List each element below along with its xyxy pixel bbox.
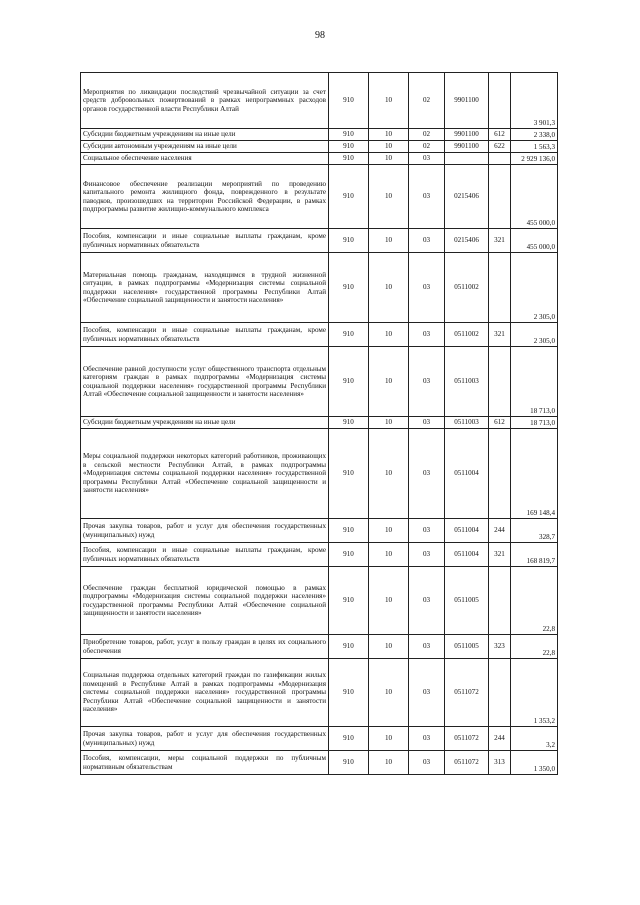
- table-cell-name: Пособия, компенсации и иные социальные выплаты гражданам, кроме публичных нормативных обязательств: [81, 323, 329, 347]
- table-cell-name: Субсидии бюджетным учреждениям на иные цели: [81, 129, 329, 141]
- table-cell-vr: [489, 153, 511, 165]
- table-cell-section: 10: [369, 635, 409, 659]
- table-cell-csr: 0215406: [445, 229, 489, 253]
- table-row: [81, 417, 558, 429]
- table-cell-section: 10: [369, 141, 409, 153]
- table-cell-section: 10: [369, 229, 409, 253]
- table-cell-name: Обеспечение граждан бесплатной юридической помощью в рамках подпрограммы «Модернизация системы социальной поддержки населения» государственной программы Республики Алтай «Обеспечение социальной защищенности и занятости населения»: [81, 567, 329, 635]
- table-cell-sum: 1 350,0: [511, 751, 558, 775]
- table-cell-csr: 0511003: [445, 347, 489, 417]
- table-cell-name: Социальное обеспечение населения: [81, 153, 329, 165]
- table-cell-subsection: 03: [409, 567, 445, 635]
- table-cell-name: Субсидии автономным учреждениям на иные цели: [81, 141, 329, 153]
- table-cell-admin: 910: [329, 153, 369, 165]
- table-row: [81, 543, 558, 567]
- table-cell-sum: 328,7: [511, 519, 558, 543]
- table-row: [81, 229, 558, 253]
- table-cell-subsection: 03: [409, 347, 445, 417]
- table-row: [81, 519, 558, 543]
- budget-table: [80, 72, 558, 775]
- table-row: [81, 141, 558, 153]
- table-cell-vr: 612: [489, 417, 511, 429]
- table-cell-section: 10: [369, 659, 409, 727]
- table-cell-section: 10: [369, 129, 409, 141]
- table-cell-name: Прочая закупка товаров, работ и услуг для обеспечения государственных (муниципальных) нужд: [81, 727, 329, 751]
- table-cell-vr: [489, 567, 511, 635]
- table-cell-admin: 910: [329, 253, 369, 323]
- table-cell-vr: [489, 165, 511, 229]
- table-cell-section: 10: [369, 347, 409, 417]
- table-cell-csr: 0511072: [445, 751, 489, 775]
- table-cell-csr: 0511004: [445, 543, 489, 567]
- table-cell-section: 10: [369, 73, 409, 129]
- table-cell-vr: 323: [489, 635, 511, 659]
- table-cell-admin: 910: [329, 567, 369, 635]
- table-cell-name: Мероприятия по ликвидации последствий чрезвычайной ситуации за счет средств добровольных пожертвований в рамках непрограммных расходов органов государственной власти Республики Алтай: [81, 73, 329, 129]
- table-cell-admin: 910: [329, 165, 369, 229]
- table-cell-admin: 910: [329, 323, 369, 347]
- table-row: [81, 165, 558, 229]
- table-cell-name: Материальная помощь гражданам, находящимся в трудной жизненной ситуации, в рамках подпрограммы «Модернизация системы социальной поддержки населения» государственной программы Республики Алтай «Обеспечение социальной защищенности и занятости населения»: [81, 253, 329, 323]
- table-cell-name: Меры социальной поддержки некоторых категорий работников, проживающих в сельской местности Республики Алтай, в рамках подпрограммы «Модернизация системы социальной поддержки населения» государственной программы Республики Алтай «Обеспечение социальной защищенности и занятости населения»: [81, 429, 329, 519]
- table-cell-csr: 0511005: [445, 567, 489, 635]
- table-cell-subsection: 03: [409, 417, 445, 429]
- table-row: [81, 153, 558, 165]
- table-cell-sum: 455 000,0: [511, 229, 558, 253]
- table-cell-section: 10: [369, 417, 409, 429]
- table-cell-admin: 910: [329, 417, 369, 429]
- table-cell-vr: [489, 429, 511, 519]
- table-cell-sum: 3 901,3: [511, 73, 558, 129]
- budget-table-body: [81, 73, 558, 775]
- table-cell-csr: 0511004: [445, 429, 489, 519]
- table-cell-subsection: 03: [409, 229, 445, 253]
- table-cell-section: 10: [369, 323, 409, 347]
- table-row: [81, 659, 558, 727]
- table-cell-admin: 910: [329, 751, 369, 775]
- table-cell-sum: 22,8: [511, 567, 558, 635]
- table-cell-sum: 1 563,3: [511, 141, 558, 153]
- table-cell-vr: 313: [489, 751, 511, 775]
- table-cell-csr: 0511072: [445, 659, 489, 727]
- table-row: [81, 635, 558, 659]
- table-cell-section: 10: [369, 567, 409, 635]
- table-row: [81, 323, 558, 347]
- table-cell-vr: 244: [489, 519, 511, 543]
- table-cell-subsection: 03: [409, 635, 445, 659]
- table-cell-name: Прочая закупка товаров, работ и услуг для обеспечения государственных (муниципальных) нужд: [81, 519, 329, 543]
- table-cell-section: 10: [369, 519, 409, 543]
- table-cell-section: 10: [369, 153, 409, 165]
- table-cell-section: 10: [369, 429, 409, 519]
- table-cell-csr: 0511003: [445, 417, 489, 429]
- table-cell-admin: 910: [329, 429, 369, 519]
- table-row: [81, 253, 558, 323]
- table-cell-admin: 910: [329, 229, 369, 253]
- table-cell-csr: 0511072: [445, 727, 489, 751]
- table-cell-name: Пособия, компенсации и иные социальные выплаты гражданам, кроме публичных нормативных обязательств: [81, 543, 329, 567]
- table-cell-section: 10: [369, 253, 409, 323]
- table-row: [81, 347, 558, 417]
- table-cell-sum: 3,2: [511, 727, 558, 751]
- table-cell-vr: 321: [489, 229, 511, 253]
- table-cell-name: Субсидии бюджетным учреждениям на иные цели: [81, 417, 329, 429]
- table-row: [81, 567, 558, 635]
- table-cell-subsection: 03: [409, 727, 445, 751]
- page-number: 98: [315, 30, 325, 41]
- table-cell-csr: 0511005: [445, 635, 489, 659]
- table-cell-sum: 2 305,0: [511, 323, 558, 347]
- table-cell-csr: 9901100: [445, 129, 489, 141]
- table-cell-vr: 622: [489, 141, 511, 153]
- table-cell-admin: 910: [329, 635, 369, 659]
- table-cell-subsection: 03: [409, 519, 445, 543]
- table-cell-sum: 22,8: [511, 635, 558, 659]
- table-cell-subsection: 03: [409, 543, 445, 567]
- table-cell-name: Пособия, компенсации, меры социальной поддержки по публичным нормативным обязательствам: [81, 751, 329, 775]
- table-row: [81, 751, 558, 775]
- table-cell-vr: [489, 659, 511, 727]
- table-cell-csr: 0511002: [445, 323, 489, 347]
- table-cell-admin: 910: [329, 129, 369, 141]
- table-cell-sum: 455 000,0: [511, 165, 558, 229]
- table-cell-subsection: 02: [409, 141, 445, 153]
- table-cell-subsection: 03: [409, 323, 445, 347]
- table-cell-section: 10: [369, 751, 409, 775]
- table-cell-subsection: 03: [409, 165, 445, 229]
- table-cell-csr: 9901100: [445, 73, 489, 129]
- table-cell-vr: 321: [489, 543, 511, 567]
- table-cell-section: 10: [369, 165, 409, 229]
- table-cell-sum: 2 929 136,0: [511, 153, 558, 165]
- table-cell-admin: 910: [329, 519, 369, 543]
- table-row: [81, 73, 558, 129]
- table-cell-subsection: 02: [409, 73, 445, 129]
- table-cell-vr: 321: [489, 323, 511, 347]
- table-cell-vr: [489, 73, 511, 129]
- table-cell-name: Приобретение товаров, работ, услуг в пользу граждан в целях их социального обеспечения: [81, 635, 329, 659]
- table-cell-admin: 910: [329, 73, 369, 129]
- table-cell-vr: [489, 253, 511, 323]
- table-cell-csr: 0511002: [445, 253, 489, 323]
- table-cell-csr: 9901100: [445, 141, 489, 153]
- table-cell-subsection: 03: [409, 659, 445, 727]
- table-cell-name: Пособия, компенсации и иные социальные выплаты гражданам, кроме публичных нормативных обязательств: [81, 229, 329, 253]
- table-cell-vr: 244: [489, 727, 511, 751]
- table-cell-section: 10: [369, 543, 409, 567]
- table-row: [81, 429, 558, 519]
- table-cell-subsection: 03: [409, 253, 445, 323]
- table-cell-admin: 910: [329, 543, 369, 567]
- table-cell-csr: 0511004: [445, 519, 489, 543]
- table-cell-sum: 2 305,0: [511, 253, 558, 323]
- table-cell-vr: [489, 347, 511, 417]
- table-cell-vr: 612: [489, 129, 511, 141]
- table-cell-sum: 2 338,0: [511, 129, 558, 141]
- table-cell-subsection: 03: [409, 153, 445, 165]
- table-cell-name: Социальная поддержка отдельных категорий граждан по газификации жилых помещений в Республике Алтай в рамках подпрограммы «Модернизация системы социальной поддержки населения» государственной программы Республики Алтай «Обеспечение социальной защищенности и занятости населения»: [81, 659, 329, 727]
- table-cell-sum: 18 713,0: [511, 347, 558, 417]
- table-cell-admin: 910: [329, 727, 369, 751]
- table-cell-sum: 169 148,4: [511, 429, 558, 519]
- table-cell-sum: 1 353,2: [511, 659, 558, 727]
- table-cell-name: Обеспечение равной доступности услуг общественного транспорта отдельным категориям граждан в рамках подпрограммы «Модернизация системы социальной поддержки населения» государственной программы Республики Алтай «Обеспечение социальной защищенности и занятости населения»: [81, 347, 329, 417]
- table-row: [81, 727, 558, 751]
- table-cell-name: Финансовое обеспечение реализации мероприятий по проведению капитального ремонта жилищного фонда, поврежденного в результате паводков, произошедших на территории Российской Федерации, в рамках подпрограммы развитие жилищно-коммунального комплекса: [81, 165, 329, 229]
- table-cell-admin: 910: [329, 347, 369, 417]
- table-cell-csr: [445, 153, 489, 165]
- table-cell-subsection: 02: [409, 129, 445, 141]
- table-cell-subsection: 03: [409, 751, 445, 775]
- table-row: [81, 129, 558, 141]
- table-cell-admin: 910: [329, 659, 369, 727]
- table-cell-sum: 168 819,7: [511, 543, 558, 567]
- table-cell-sum: 18 713,0: [511, 417, 558, 429]
- table-cell-csr: 0215406: [445, 165, 489, 229]
- table-cell-section: 10: [369, 727, 409, 751]
- table-cell-subsection: 03: [409, 429, 445, 519]
- table-cell-admin: 910: [329, 141, 369, 153]
